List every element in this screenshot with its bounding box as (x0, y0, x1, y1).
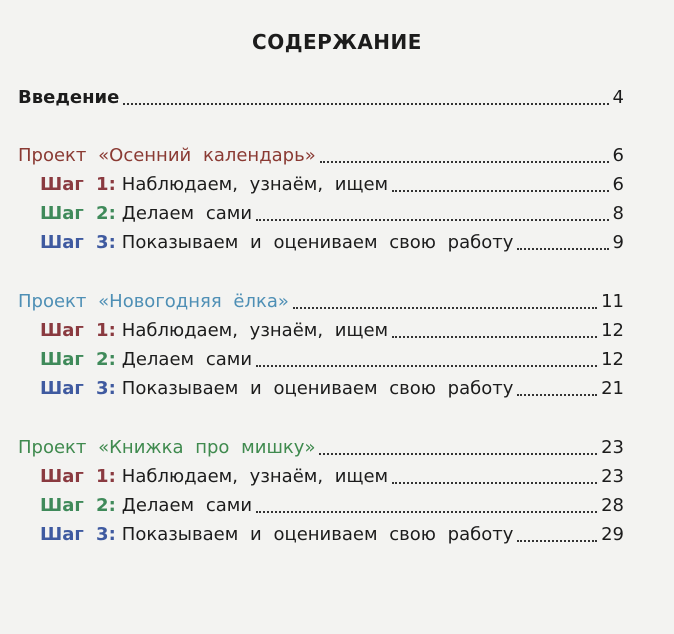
dot-leader (392, 482, 597, 484)
project-prefix: Проект (18, 437, 87, 458)
project-prefix: Проект (18, 145, 87, 166)
toc-page-number: 4 (612, 87, 624, 108)
toc-entry-project-3 (18, 436, 624, 460)
toc-page-number: 8 (612, 203, 624, 224)
dot-leader (320, 161, 609, 163)
step-tag: Шаг 2: (40, 203, 116, 224)
toc-page-number: 11 (601, 291, 624, 312)
step-text: Делаем сами (121, 349, 253, 370)
toc-entry-step (40, 348, 624, 372)
step-text: Показываем и оцениваем свою работу (121, 378, 514, 399)
toc-entry-project-1 (18, 144, 624, 168)
step-tag: Шаг 3: (40, 378, 116, 399)
step-tag: Шаг 3: (40, 232, 116, 253)
toc-entry-step (40, 494, 624, 518)
toc-page-number: 23 (601, 437, 624, 458)
toc-heading: СОДЕРЖАНИЕ (252, 30, 422, 54)
project-name: «Книжка про мишку» (98, 437, 316, 458)
toc-page-number: 12 (601, 320, 624, 341)
dot-leader (319, 453, 597, 455)
toc-entry-step (40, 523, 624, 547)
step-tag: Шаг 2: (40, 495, 116, 516)
dot-leader (123, 103, 608, 105)
step-text: Наблюдаем, узнаём, ищем (121, 466, 389, 487)
project-name: «Новогодняя ёлка» (98, 291, 289, 312)
project-name: «Осенний календарь» (98, 145, 316, 166)
toc-page-number: 12 (601, 349, 624, 370)
dot-leader (293, 307, 597, 309)
project-prefix: Проект (18, 291, 87, 312)
step-text: Делаем сами (121, 203, 253, 224)
dot-leader (392, 336, 597, 338)
toc-page-number: 23 (601, 466, 624, 487)
toc-entry-project-2 (18, 290, 624, 314)
step-tag: Шаг 1: (40, 320, 116, 341)
toc-entry-step (40, 319, 624, 343)
step-tag: Шаг 3: (40, 524, 116, 545)
toc-page-number: 9 (612, 232, 624, 253)
toc-entry-label: Введение (18, 87, 120, 108)
toc-entry-step (40, 231, 624, 255)
dot-leader (517, 248, 608, 250)
dot-leader (517, 540, 597, 542)
step-tag: Шаг 1: (40, 174, 116, 195)
step-tag: Шаг 2: (40, 349, 116, 370)
step-text: Показываем и оцениваем свою работу (121, 524, 514, 545)
dot-leader (392, 190, 608, 192)
toc-page-number: 29 (601, 524, 624, 545)
toc-page-number: 6 (612, 145, 624, 166)
step-text: Показываем и оцениваем свою работу (121, 232, 514, 253)
toc-entry-step (40, 202, 624, 226)
step-text: Наблюдаем, узнаём, ищем (121, 174, 389, 195)
step-tag: Шаг 1: (40, 466, 116, 487)
toc-page-number: 21 (601, 378, 624, 399)
step-text: Делаем сами (121, 495, 253, 516)
toc-entry-step (40, 173, 624, 197)
dot-leader (256, 365, 597, 367)
toc-page-number: 28 (601, 495, 624, 516)
toc-entry-step (40, 465, 624, 489)
dot-leader (256, 511, 597, 513)
dot-leader (517, 394, 597, 396)
step-text: Наблюдаем, узнаём, ищем (121, 320, 389, 341)
dot-leader (256, 219, 609, 221)
toc-page-number: 6 (612, 174, 624, 195)
toc-entry-step (40, 377, 624, 401)
toc-entry-intro (18, 86, 624, 110)
